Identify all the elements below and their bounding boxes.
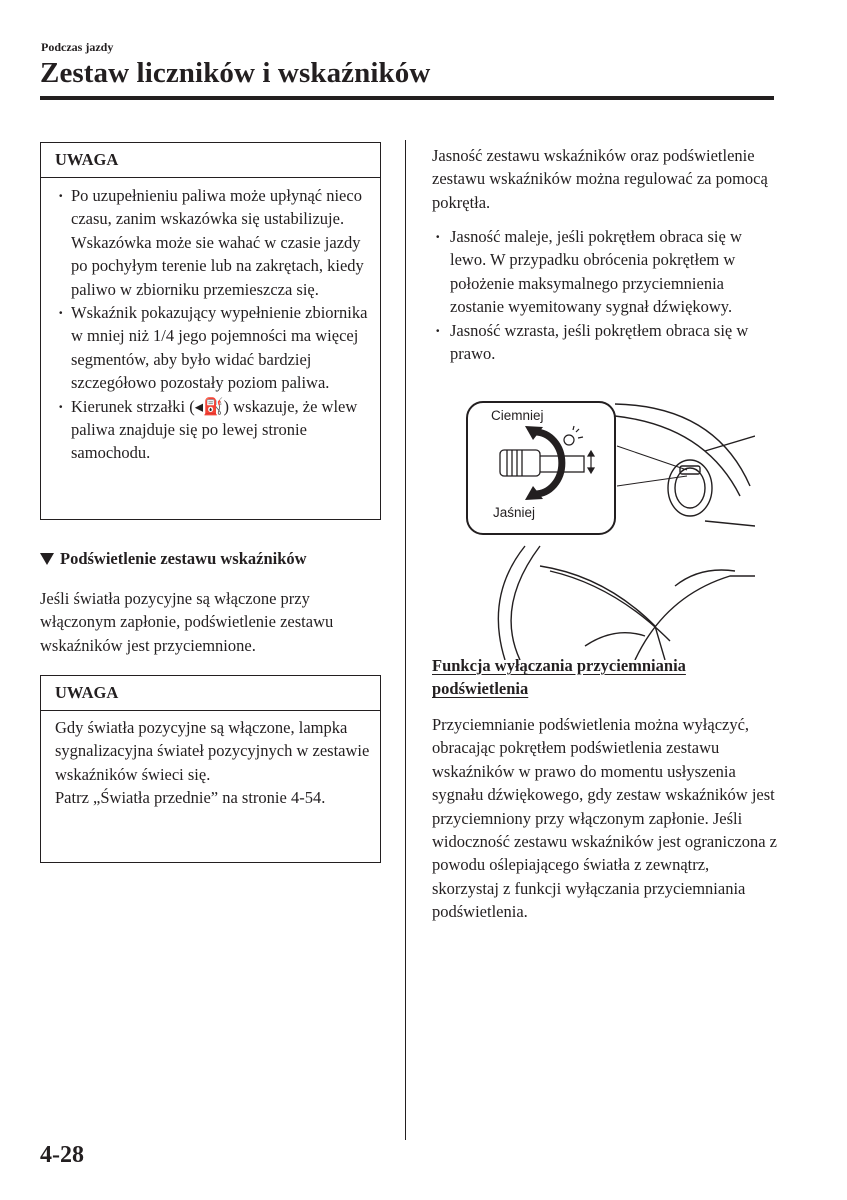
dimmer-knob-figure: [465, 396, 755, 660]
subsection-heading: [40, 549, 307, 569]
paragraph-text: Przyciemnianie podświetlenia można wyłączyć, obracając pokrętłem podświetlenia zestawu wskaźników w prawo do momentu usłyszenia sygnału dźwiękowego, gdy zestaw wskaźników jest przyciemniony przy włączonym zapłonie. Jeśli widoczność zestawu wskaźników jest ograniczona z powodu oślepiającego światła z zewnątrz, skorzystaj z funkcji wyłączania przyciemniania podświetlenia.: [432, 715, 778, 922]
page-title: Zestaw liczników i wskaźników: [40, 57, 431, 89]
note-item: · Kierunek strzałki (◂⛽) wskazuje, że wlew paliwa znajduje się po lewej stronie samochodu.: [55, 395, 372, 465]
function-heading-line2: podświetlenia: [432, 679, 529, 699]
brightness-list: [432, 225, 777, 365]
note-item: · Po uzupełnieniu paliwa może upłynąć nieco czasu, zanim wskazówka się ustabilizuje. Wskazówka może sie wahać w czasie jazdy po pochyłym terenie lub na zakrętach, kiedy paliwo w zbiorniku przemieszcza się.: [55, 184, 372, 301]
paragraph-text: Jeśli światła pozycyjne są włączone przy włączonym zapłonie, podświetlenie zestawu wskaźników jest przyciemnione.: [40, 589, 334, 655]
function-paragraph: [432, 713, 777, 924]
page-number: 4-28: [40, 1142, 84, 1168]
function-heading-line1: Funkcja wyłączania przyciemniania: [432, 656, 686, 675]
note-heading: UWAGA: [41, 676, 380, 711]
label-dimmer: Ciemniej: [491, 408, 544, 423]
note-heading: UWAGA: [41, 143, 380, 178]
brightness-bullets: [432, 225, 777, 365]
note-item: · Wskaźnik pokazujący wypełnienie zbiornika w mniej niż 1/4 jego pojemności ma więcej segmentów, aby było widać bardziej szczegółowo pozostały poziom paliwa.: [55, 301, 372, 395]
note-body: [41, 711, 380, 810]
note-text: Gdy światła pozycyjne są włączone, lampka sygnalizacyjna świateł pozycyjnych w zestawie wskaźników świeci się.: [55, 718, 370, 784]
list-item: · Jasność wzrasta, jeśli pokrętłem obraca się w prawo.: [432, 319, 777, 366]
column-divider: [405, 140, 406, 1140]
note-body: [41, 178, 380, 465]
paragraph-text: Jasność zestawu wskaźników oraz podświetlenie zestawu wskaźników można regulować za pomocą pokrętła.: [432, 146, 768, 212]
list-item: · Jasność maleje, jeśli pokrętłem obraca się w lewo. W przypadku obrócenia pokrętłem w położenie maksymalnego przyciemnienia zostanie wyemitowany sygnał dźwiękowy.: [432, 225, 777, 319]
note-list: [55, 184, 372, 465]
note-box-fuel: [40, 142, 381, 520]
note-box-lights: [40, 675, 381, 863]
subsection-paragraph: [40, 587, 385, 657]
function-heading: [432, 654, 742, 701]
label-brighter: Jaśniej: [493, 505, 536, 520]
dimmer-illustration: [465, 396, 755, 660]
subsection-title: Podświetlenie zestawu wskaźników: [60, 549, 307, 568]
title-rule: [40, 96, 774, 100]
section-label: Podczas jazdy: [41, 40, 114, 54]
intro-paragraph: [432, 144, 777, 214]
triangle-down-icon: [40, 553, 54, 565]
note-text: Patrz „Światła przednie” na stronie 4-54.: [55, 788, 326, 808]
